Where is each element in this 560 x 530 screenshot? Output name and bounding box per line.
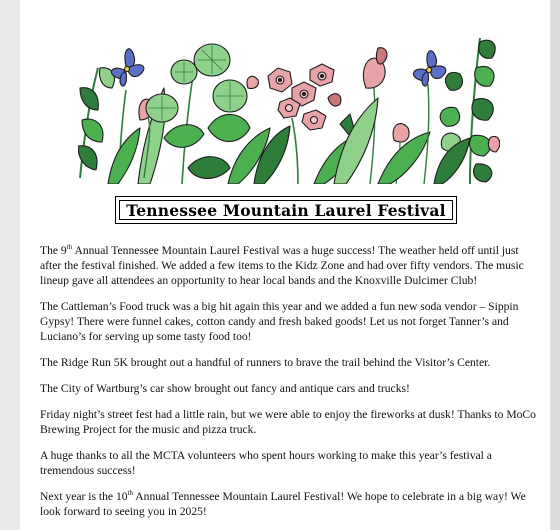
- paragraph-6: A huge thanks to all the MCTA volunteers who spent hours working to make this year’s festival a tremendous success!: [40, 449, 492, 477]
- festival-title: Tennessee Mountain Laurel Festival: [126, 200, 446, 220]
- paragraph-7: Next year is the 10th Annual Tennessee Mountain Laurel Festival! We hope to celebrate in a big way! We look forward to seeing you in 2025!: [40, 489, 526, 518]
- paragraph-4: The City of Wartburg’s car show brought out fancy and antique cars and trucks!: [40, 382, 410, 395]
- paragraph-5: Friday night’s street fest had a little rain, but we were able to enjoy the fireworks at dusk! Thanks to MoCo Brewing Project for the music and pizza truck.: [40, 408, 536, 436]
- fern-leaf-icon: [78, 68, 114, 178]
- festival-title-box: [115, 196, 457, 224]
- document-page: [20, 0, 550, 530]
- page-shadow-edge: [550, 0, 560, 530]
- article-body: [40, 243, 540, 530]
- floral-banner-illustration: [78, 28, 500, 184]
- paragraph-3: The Ridge Run 5K brought out a handful of runners to brave the trail behind the Visitor’s Center.: [40, 356, 491, 369]
- paragraph-1: The 9th Annual Tennessee Mountain Laurel Festival was a huge success! The weather held off until just after the festival finished. We added a few items to the Kidz Zone and had over fifty vendors. The music lineup gave all attendees an opportunity to hear local bands and the Knoxville Dulcimer Club!: [40, 243, 524, 287]
- paragraph-2: The Cattleman’s Food truck was a big hit again this year and we added a fun new soda vendor – Sippin Gypsy! There were funnel cakes, cotton candy and fresh baked goods! Let us not forget Tanner’s and Luciano’s for serving up some tasty food too!: [40, 300, 519, 343]
- round-leaf-icon: [146, 44, 270, 184]
